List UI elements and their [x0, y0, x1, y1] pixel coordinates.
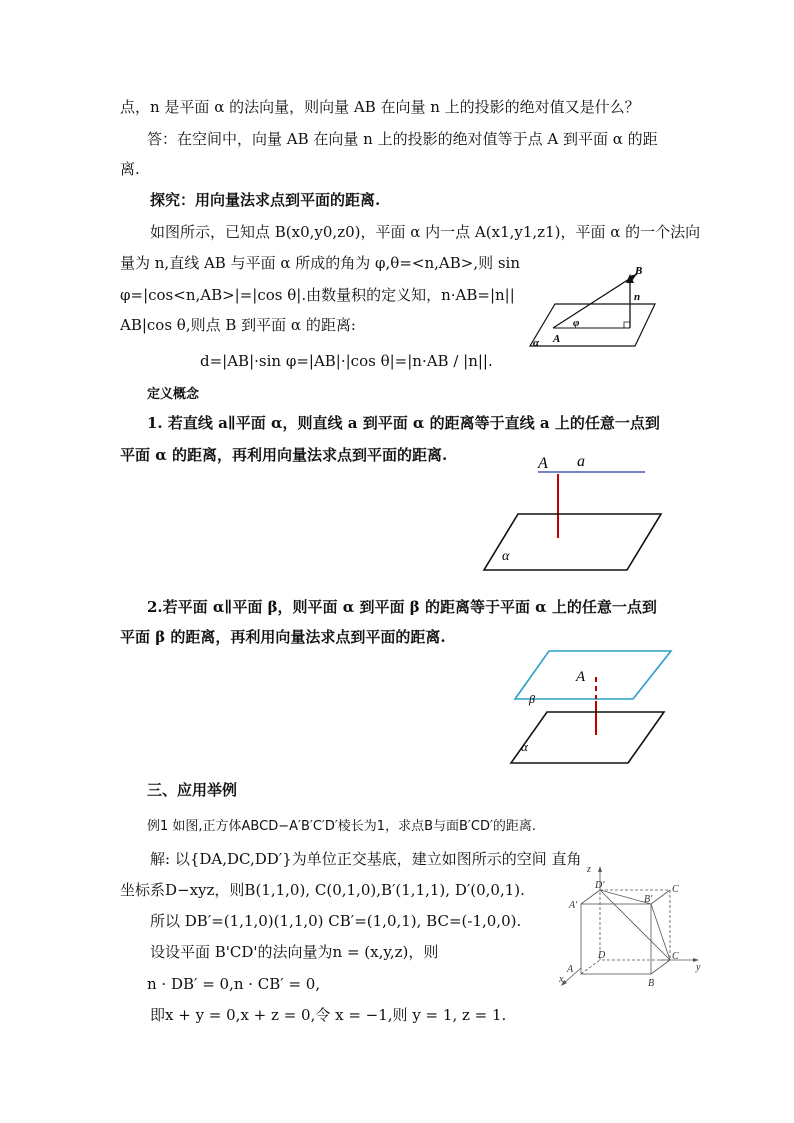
label-a: A	[553, 333, 561, 345]
section-heading-examples: 三、应用举例	[147, 781, 238, 799]
label-a: A	[576, 669, 586, 685]
cube-edge	[581, 960, 600, 974]
text-line-1: 点，n 是平面 α 的法向量，则向量 AB 在向量 n 上的投影的绝对值又是什么？	[120, 98, 640, 116]
label-a-point: A	[538, 455, 548, 472]
label-alpha: α	[533, 337, 540, 349]
label-phi: φ	[573, 317, 580, 329]
section-heading-definition: 定义概念	[147, 387, 200, 402]
figure-plane-normal	[525, 262, 660, 352]
cube-edge	[581, 890, 600, 904]
right-angle-mark	[624, 322, 630, 328]
text-line-6: 量为 n,直线 AB 与平面 α 所成的角为 φ,θ=<n,AB>,则 sin	[120, 254, 521, 272]
example-1-line-6: 即x + y = 0,x + z = 0,令 x = −1,则 y = 1, z = 1.	[150, 1006, 507, 1024]
example-1-line-3: 所以 DB′=(1,1,0)(1,1,0) CB′=(1,0,1), BC=(-1,0,0).	[150, 912, 522, 930]
plane-alpha-shape	[511, 712, 664, 763]
plane-alpha-shape	[530, 304, 655, 346]
definition-2-line-2: 平面 β 的距离，再利用向量法求点到平面的距离.	[120, 628, 446, 646]
label-b-prime: B′	[644, 894, 653, 905]
diagonal-dp-c	[600, 890, 670, 960]
label-d: D	[598, 950, 606, 961]
label-c-prime: C	[672, 884, 679, 895]
label-c: C	[672, 951, 679, 962]
example-1-line-2: 坐标系D−xyz，则B(1,1,0), C(0,1,0),B′(1,1,1), D′(0,0,1).	[120, 881, 525, 899]
figure-parallel-planes	[505, 645, 675, 765]
label-a-line: a	[577, 453, 585, 470]
figure-cube	[555, 862, 715, 992]
distance-formula: d=|AB|·sin φ=|AB|·|cos θ|=|n·AB / |n||.	[200, 352, 493, 370]
text-line-5: 如图所示，已知点 B(x0,y0,z0)，平面 α 内一点 A(x1,y1,z1)，平面 α 的一个法向	[150, 223, 701, 241]
section-heading-explore: 探究：用向量法求点到平面的距离.	[150, 191, 381, 209]
label-n: n	[634, 291, 641, 303]
example-1-line-1: 解: 以{DA,DC,DD′}为单位正交基底，建立如图所示的空间 直角	[150, 850, 582, 868]
label-y: y	[696, 962, 701, 973]
example-1-line-5: n · DB′ = 0,n · CB′ = 0,	[147, 975, 321, 993]
plane-alpha-shape	[484, 514, 661, 570]
cube-edge	[651, 890, 670, 904]
label-alpha: α	[521, 739, 528, 754]
label-a-prime: A′	[569, 900, 578, 911]
label-alpha: α	[502, 549, 510, 564]
label-a: A	[567, 964, 574, 975]
text-line-3: 离.	[120, 160, 140, 178]
cube-front-face	[581, 904, 651, 974]
figure-line-parallel-plane	[480, 450, 670, 575]
label-x: x	[559, 974, 564, 985]
label-z: z	[587, 864, 591, 875]
z-axis-arrow	[598, 866, 602, 872]
definition-1-line-2: 平面 α 的距离，再利用向量法求点到平面的距离.	[120, 446, 448, 464]
text-line-2: 答：在空间中，向量 AB 在向量 n 上的投影的绝对值等于点 A 到平面 α 的距	[147, 130, 658, 148]
label-b: B	[648, 978, 655, 989]
label-d-prime: D′	[595, 880, 605, 891]
text-line-8: AB|cos θ,则点 B 到平面 α 的距离:	[120, 316, 356, 334]
diagonal-bp-c	[651, 904, 670, 960]
plane-beta-shape	[515, 651, 671, 699]
definition-1-line-1: 1. 若直线 a∥平面 α，则直线 a 到平面 α 的距离等于直线 a 上的任意一点到	[147, 414, 660, 432]
label-b: B	[635, 265, 643, 277]
cube-edge	[651, 960, 670, 974]
example-1-title: 例1 如图,正方体ABCD−A′B′C′D′棱长为1，求点B与面B′CD′的距离.	[147, 819, 537, 834]
example-1-line-4: 设设平面 B'CD'的法向量为n = (x,y,z)，则	[150, 943, 439, 961]
definition-2-line-1: 2.若平面 α∥平面 β，则平面 α 到平面 β 的距离等于平面 α 上的任意一点到	[147, 598, 657, 616]
vector-ab-line	[553, 274, 637, 328]
label-beta: β	[529, 692, 535, 706]
text-line-7: φ=|cos<n,AB>|=|cos θ|.由数量积的定义知，n·AB=|n||	[120, 286, 515, 304]
